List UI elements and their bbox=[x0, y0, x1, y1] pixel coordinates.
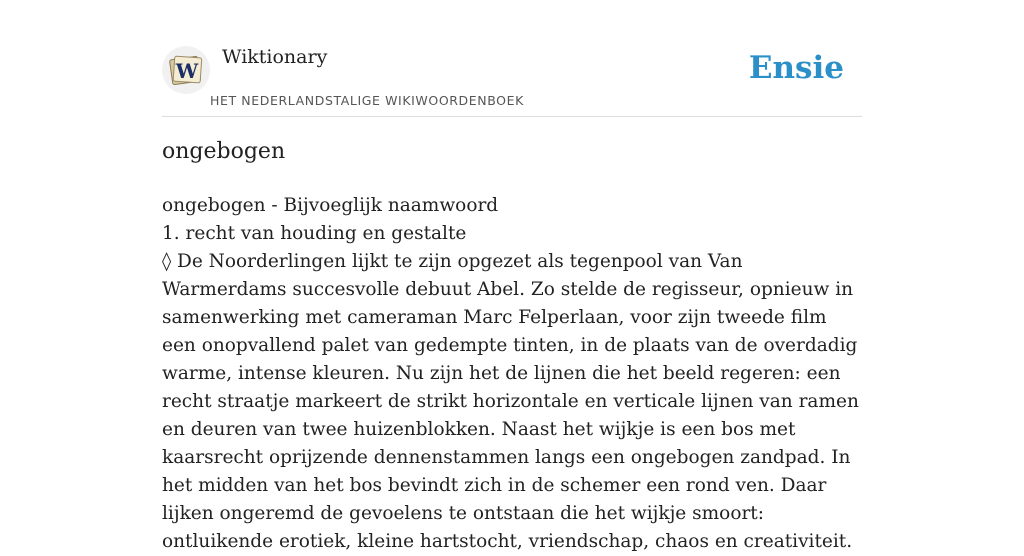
example-quote: ◊ De Noorderlingen lijkt te zijn opgezet als tegenpool van Van Warmerdams succesvolle debuut Abel. Zo stelde de regisseur, opnieuw in samenwerking met cameraman Marc Felperlaan, voor zijn tweede film een onopvallend palet van gedempte tinten, in de plaats van de overdadig warme, intense kleuren. Nu zijn het de lijnen die het beeld regeren: een recht straatje markeert de strikt horizontale en verticale lijnen van ramen en deuren van twee huizenblokken. Naast het wijkje is een bos met kaarsrecht oprijzende dennenstammen langs een ongebogen zandpad. In het midden van het bos bevindt zich in de schemer een rond ven. Daar lijken ongeremd de gevoelens te ontstaan die het wijkje smoort: ontluikende erotiek, kleine hartstocht, vriendschap, chaos en creativiteit. bbox=[162, 251, 859, 552]
site-tagline: HET NEDERLANDSTALIGE WIKIWOORDENBOEK bbox=[210, 93, 524, 108]
page bbox=[162, 0, 862, 552]
ensie-brand-link[interactable]: Ensie bbox=[748, 50, 844, 86]
wiktionary-logo[interactable] bbox=[162, 46, 210, 94]
page-title: ongebogen bbox=[162, 139, 286, 164]
site-header bbox=[162, 0, 862, 117]
site-name[interactable]: Wiktionary bbox=[222, 46, 328, 68]
definition: 1. recht van houding en gestalte bbox=[162, 223, 467, 244]
svg-text:W: W bbox=[175, 59, 199, 83]
headword-line: ongebogen - Bijvoeglijk naamwoord bbox=[162, 195, 499, 216]
wiktionary-w-icon bbox=[168, 52, 204, 88]
entry-content bbox=[162, 192, 862, 556]
